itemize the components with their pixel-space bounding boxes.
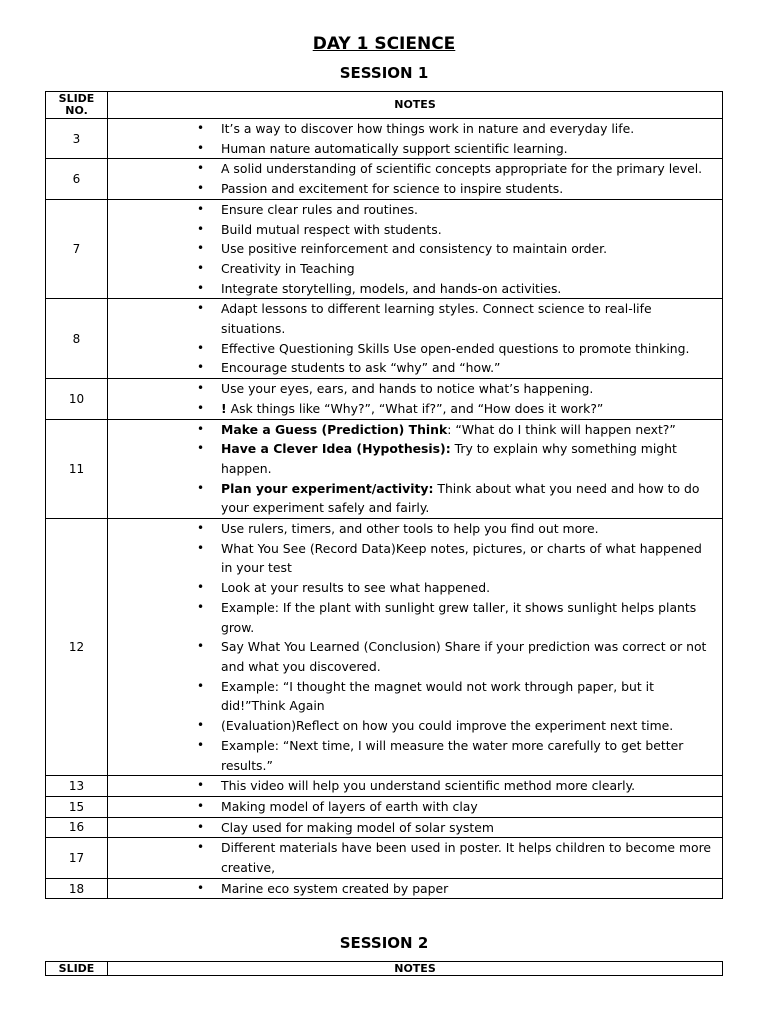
- slide-number: 12: [46, 519, 108, 776]
- table-row: [46, 379, 723, 419]
- table-row: [46, 519, 723, 776]
- list-item: [108, 879, 722, 899]
- note-text: Build mutual respect with students.: [221, 221, 442, 237]
- note-text: Effective Questioning Skills Use open-ended questions to promote thinking.: [221, 340, 690, 356]
- notes-list: [108, 776, 722, 796]
- list-item: [108, 637, 722, 676]
- slide-number: 15: [46, 796, 108, 817]
- table-row: [46, 817, 723, 838]
- note-text: Creativity in Teaching: [221, 260, 355, 276]
- notes-cell: [108, 519, 723, 776]
- bullet-icon: •: [197, 140, 205, 155]
- list-item: [108, 200, 722, 220]
- page-title: DAY 1 SCIENCE: [312, 34, 456, 54]
- notes-cell: [108, 419, 723, 519]
- note-text: Marine eco system created by paper: [221, 880, 449, 896]
- slide-number: 18: [46, 878, 108, 899]
- bullet-icon: •: [197, 521, 205, 536]
- notes-list: [108, 299, 722, 378]
- list-item: [108, 259, 722, 279]
- slide-number: 7: [46, 199, 108, 299]
- bullet-icon: •: [197, 819, 205, 834]
- list-item: [108, 379, 722, 399]
- note-text: Use your eyes, ears, and hands to notice what’s happening.: [221, 381, 594, 397]
- note-text: A solid understanding of scientific concepts appropriate for the primary level.: [221, 161, 703, 177]
- bullet-icon: •: [197, 737, 205, 752]
- bullet-icon: •: [197, 301, 205, 316]
- list-item: [108, 479, 722, 518]
- note-text: What You See (Record Data)Keep notes, pictures, or charts of what happened in your test: [221, 540, 702, 576]
- bullet-icon: •: [197, 121, 205, 135]
- slide-number: 10: [46, 379, 108, 419]
- slide-number: 13: [46, 776, 108, 797]
- list-item: [108, 420, 722, 440]
- notes-cell: [108, 796, 723, 817]
- list-item: [108, 358, 722, 378]
- list-item: [108, 299, 722, 338]
- bullet-icon: •: [197, 161, 205, 176]
- bullet-icon: •: [197, 580, 205, 595]
- slide-number: 6: [46, 159, 108, 199]
- notes-list: [108, 159, 722, 198]
- slide-number: 16: [46, 817, 108, 838]
- list-item: [108, 339, 722, 359]
- list-item: [108, 598, 722, 637]
- bullet-icon: •: [197, 880, 205, 895]
- slide-number: 11: [46, 419, 108, 519]
- notes-list: [108, 797, 722, 817]
- note-text: Say What You Learned (Conclusion) Share if your prediction was correct or not and what you discovered.: [221, 639, 707, 674]
- note-text: This video will help you understand scientific method more clearly.: [221, 778, 636, 794]
- note-text: Ask things like “Why?”, “What if?”, and “How does it work?”: [226, 400, 604, 416]
- bullet-icon: •: [197, 280, 205, 295]
- slide-number: 8: [46, 299, 108, 379]
- note-text: Different materials have been used in poster. It helps children to become more creative,: [221, 840, 712, 876]
- note-text: It’s a way to discover how things work in nature and everyday life.: [221, 121, 635, 136]
- table-row: [46, 159, 723, 199]
- bullet-icon: •: [197, 540, 205, 555]
- notes-list: [108, 379, 722, 418]
- session-2-heading: SESSION 2: [339, 934, 429, 952]
- bullet-icon: •: [197, 480, 205, 495]
- list-item: [108, 279, 722, 299]
- table-row: [46, 419, 723, 519]
- bullet-icon: •: [197, 360, 205, 375]
- notes-list: [108, 818, 722, 838]
- note-text: Adapt lessons to different learning styles. Connect science to real-life situations.: [221, 301, 652, 337]
- bullet-icon: •: [197, 241, 205, 256]
- note-text: Clay used for making model of solar system: [221, 819, 494, 835]
- note-text: Use positive reinforcement and consistency to maintain order.: [221, 241, 608, 257]
- list-item: [108, 578, 722, 598]
- note-text: Use rulers, timers, and other tools to help you find out more.: [221, 521, 599, 537]
- list-item: [108, 119, 722, 139]
- session-1-heading: SESSION 1: [339, 64, 429, 82]
- bullet-icon: •: [197, 840, 205, 855]
- notes-cell: [108, 817, 723, 838]
- bullet-icon: •: [197, 400, 205, 415]
- list-item: [108, 716, 722, 736]
- notes-cell: [108, 776, 723, 797]
- list-item: [108, 776, 722, 796]
- bold-lead: !: [221, 400, 227, 416]
- note-text: Encourage students to ask “why” and “how.”: [221, 360, 501, 376]
- list-item: [108, 818, 722, 838]
- table-row: [46, 838, 723, 878]
- list-item: [108, 519, 722, 539]
- session-1-table: [45, 91, 723, 899]
- list-item: [108, 139, 722, 159]
- bullet-icon: •: [197, 778, 205, 793]
- notes-cell: [108, 199, 723, 299]
- notes-cell: [108, 159, 723, 199]
- list-item: [108, 736, 722, 775]
- table-row: [46, 796, 723, 817]
- table-row: [46, 299, 723, 379]
- note-text: Example: “Next time, I will measure the water more carefully to get better results.”: [221, 737, 684, 773]
- notes-list: [108, 200, 722, 299]
- list-item: [108, 159, 722, 179]
- note-text: Example: If the plant with sunlight grew taller, it shows sunlight helps plants grow.: [221, 599, 697, 635]
- bullet-icon: •: [197, 340, 205, 355]
- table-row: [46, 878, 723, 899]
- bullet-icon: •: [197, 441, 205, 456]
- slide-header: SLIDE: [46, 962, 108, 976]
- note-text: Think about what you need and how to do your experiment safely and fairly.: [221, 480, 700, 516]
- slide-no-header: SLIDE NO.: [46, 92, 108, 119]
- note-text: (Evaluation)Reflect on how you could improve the experiment next time.: [221, 718, 674, 734]
- bullet-icon: •: [197, 421, 205, 436]
- list-item: [108, 239, 722, 259]
- bold-lead: Plan your experiment/activity:: [221, 480, 434, 496]
- bullet-icon: •: [197, 381, 205, 396]
- note-text: Passion and excitement for science to inspire students.: [221, 181, 564, 197]
- table-row: [46, 119, 723, 159]
- note-text: Ensure clear rules and routines.: [221, 201, 418, 217]
- list-item: [108, 179, 722, 199]
- list-item: [108, 439, 722, 478]
- notes-list: [108, 838, 722, 877]
- list-item: [108, 399, 722, 419]
- bullet-icon: •: [197, 798, 205, 813]
- slide-number: 3: [46, 119, 108, 159]
- list-item: [108, 220, 722, 240]
- bullet-icon: •: [197, 181, 205, 196]
- notes-list: [108, 420, 722, 519]
- bullet-icon: •: [197, 678, 205, 693]
- list-item: [108, 539, 722, 578]
- note-text: Making model of layers of earth with clay: [221, 798, 478, 814]
- note-text: Look at your results to see what happened.: [221, 580, 491, 596]
- bullet-icon: •: [197, 639, 205, 654]
- notes-cell: [108, 878, 723, 899]
- notes-cell: [108, 119, 723, 159]
- bullet-icon: •: [197, 260, 205, 275]
- notes-cell: [108, 299, 723, 379]
- bullet-icon: •: [197, 718, 205, 733]
- notes-header: NOTES: [108, 92, 723, 119]
- note-text: Example: “I thought the magnet would not work through paper, but it did!”Think Again: [221, 678, 654, 714]
- list-item: [108, 797, 722, 817]
- bullet-icon: •: [197, 599, 205, 614]
- notes-cell: [108, 838, 723, 878]
- table-row: [46, 199, 723, 299]
- note-text: Integrate storytelling, models, and hands-on activities.: [221, 280, 562, 296]
- list-item: [108, 677, 722, 716]
- notes-list: [108, 119, 722, 158]
- bullet-icon: •: [197, 201, 205, 216]
- notes-cell: [108, 379, 723, 419]
- note-text: Human nature automatically support scientific learning.: [221, 140, 568, 156]
- session-2-table: [45, 961, 723, 976]
- notes-header: NOTES: [108, 962, 723, 976]
- bullet-icon: •: [197, 221, 205, 236]
- bold-lead: Make a Guess (Prediction) Think: [221, 421, 448, 437]
- slide-number: 17: [46, 838, 108, 878]
- note-text: : “What do I think will happen next?”: [447, 421, 676, 437]
- notes-list: [108, 519, 722, 775]
- note-text: Try to explain why something might happen.: [221, 441, 677, 476]
- notes-list: [108, 879, 722, 899]
- table-row: [46, 776, 723, 797]
- bold-lead: Have a Clever Idea (Hypothesis):: [221, 441, 451, 457]
- list-item: [108, 838, 722, 877]
